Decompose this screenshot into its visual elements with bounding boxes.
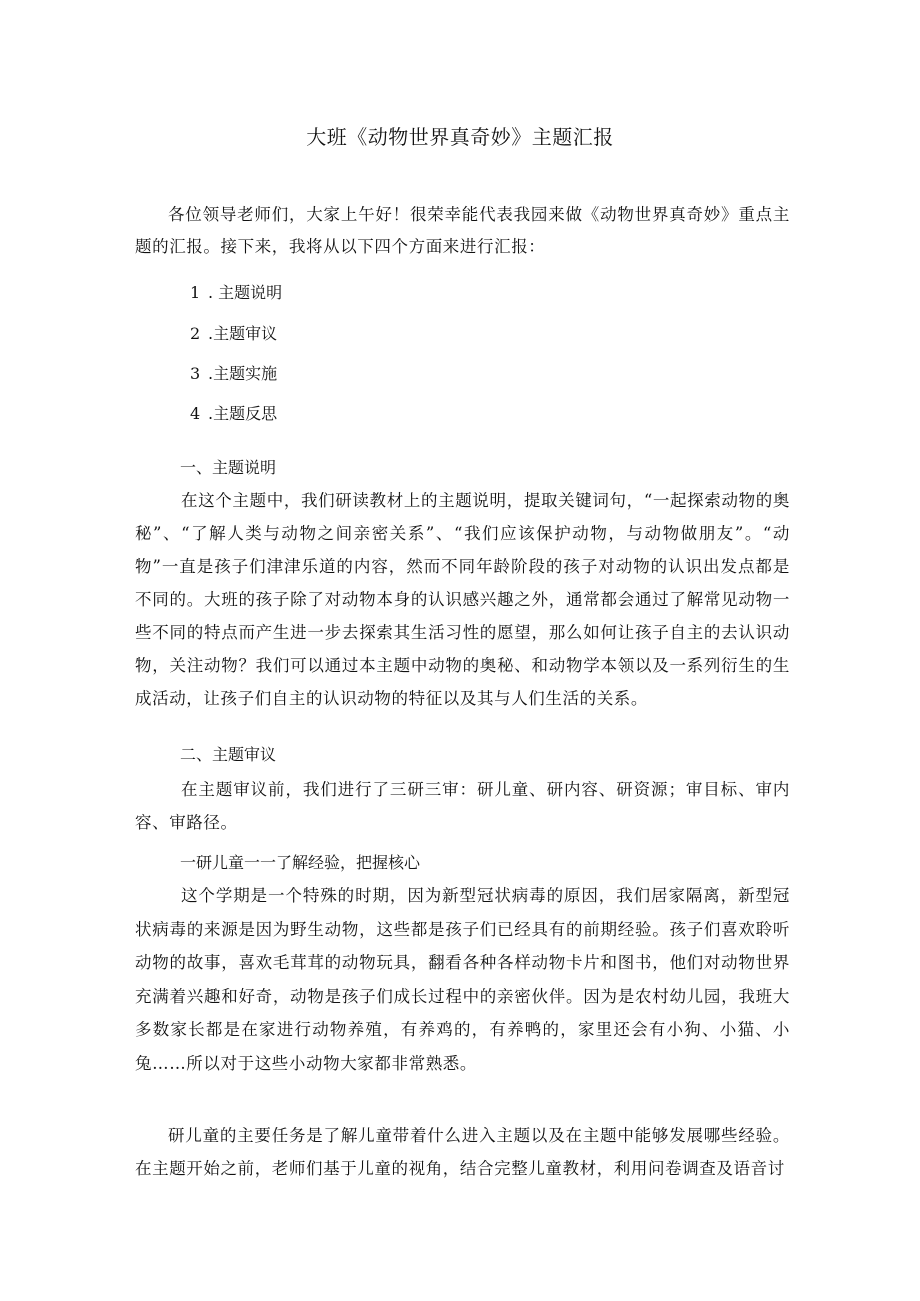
outline-label: .主题反思	[208, 404, 278, 423]
outline-item	[190, 401, 277, 424]
outline-number: 4	[190, 404, 201, 423]
document-title: 大班《动物世界真奇妙》主题汇报	[306, 125, 614, 149]
outline-number: 1	[190, 283, 201, 302]
outline-label: . 主题说明	[208, 283, 283, 302]
subsection-body-study-children: 这个学期是一个特殊的时期，因为新型冠状病毒的原因，我们居家隔离，新型冠状病毒的来源是因为野生动物，这些都是孩子们已经具有的前期经验。孩子们喜欢聆听动物的故事，喜欢毛茸茸的动物玩具，翻看各种各样动物卡片和图书，他们对动物世界充满着兴趣和好奇，动物是孩子们成长过程中的亲密伙伴。因为是农村幼儿园，我班大多数家长都是在家进行动物养殖，有养鸡的，有养鸭的，家里还会有小狗、小猫、小兔……所以对于这些小动物大家都非常熟悉。	[135, 886, 790, 1073]
subsection-heading-study-children: 一研儿童一一了解经验，把握核心	[180, 853, 421, 872]
outline-item	[190, 280, 282, 303]
outline-label: .主题审议	[208, 324, 278, 343]
outline-number: 2	[190, 324, 201, 343]
section-body-theme-review: 在主题审议前，我们进行了三研三审：研儿童、研内容、研资源；审目标、审内容、审路径。	[135, 780, 790, 832]
outline-number: 3	[190, 364, 201, 383]
subsection-body-study-children-task: 研儿童的主要任务是了解儿童带着什么进入主题以及在主题中能够发展哪些经验。在主题开始之前，老师们基于儿童的视角，结合完整儿童教材，利用问卷调查及语音讨	[135, 1126, 790, 1178]
outline-item	[190, 321, 277, 344]
intro-paragraph: 各位领导老师们，大家上午好！很荣幸能代表我园来做《动物世界真奇妙》重点主题的汇报。接下来，我将从以下四个方面来进行汇报：	[135, 205, 790, 256]
section-heading-theme-review: 二、主题审议	[180, 745, 277, 764]
outline-item	[190, 361, 277, 384]
section-body-theme-description: 在这个主题中，我们研读教材上的主题说明，提取关键词句，“一起探索动物的奥秘”、“了解人类与动物之间亲密关系”、“我们应该保护动物，与动物做朋友”。“动物”一直是孩子们津津乐道的内容，然而不同年龄阶段的孩子对动物的认识出发点都是不同的。大班的孩子除了对动物本身的认识感兴趣之外，通常都会通过了解常见动物一些不同的特点而产生进一步去探索其生活习性的愿望，那么如何让孩子自主的去认识动物，关注动物？我们可以通过本主题中动物的奥秘、和动物学本领以及一系列衍生的生成活动，让孩子们自主的认识动物的特征以及其与人们生活的关系。	[135, 491, 790, 708]
section-heading-theme-description: 一、主题说明	[180, 458, 277, 477]
outline-label: .主题实施	[208, 364, 278, 383]
